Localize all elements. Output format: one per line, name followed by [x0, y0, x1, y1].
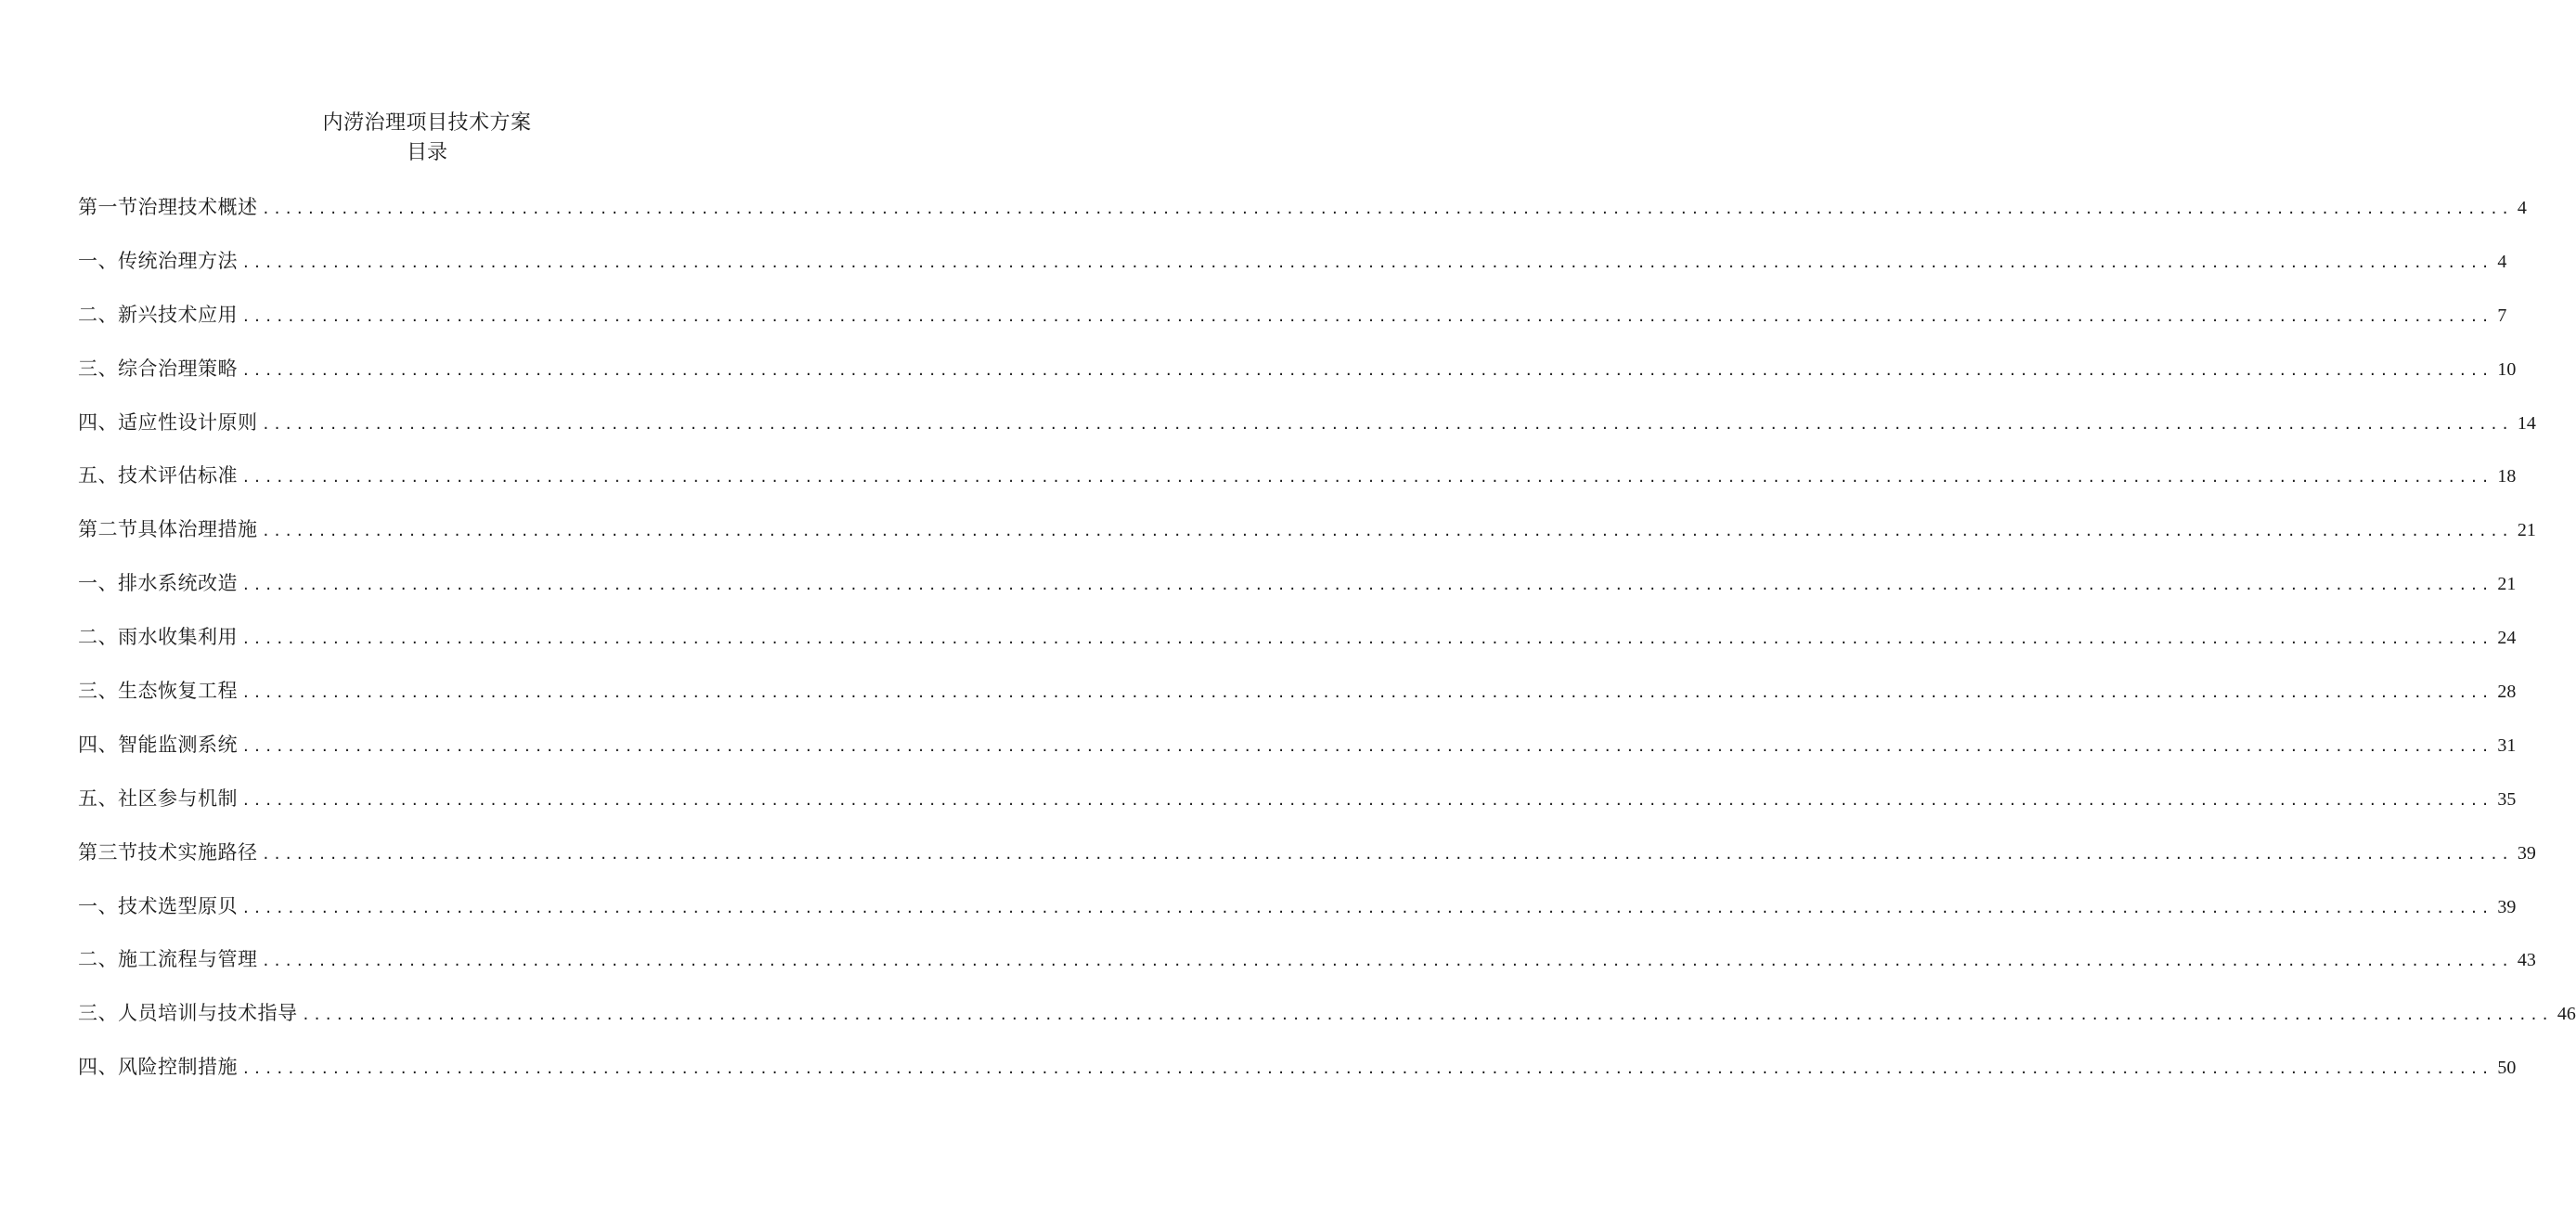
toc-entry[interactable]: [78, 513, 2536, 566]
toc-entry-label: 第一节治理技术概述: [78, 196, 258, 218]
toc-entry-page: 39: [2497, 896, 2517, 917]
toc-entry-label: 第三节技术实施路径: [78, 840, 258, 864]
toc-dot-leader: ........................................................................................................................................................................................................: [243, 359, 2494, 380]
toc-entry-page: 21: [2497, 574, 2517, 595]
toc-dot-leader: ........................................................................................................................................................................................................: [243, 682, 2494, 703]
toc-entry-page: 4: [2517, 198, 2527, 218]
toc-entry-label: 四、适应性设计原则: [78, 410, 258, 434]
toc-entry-label: 一、技术选型原贝: [78, 894, 238, 917]
toc-dot-leader: ........................................................................................................................................................................................................: [243, 1059, 2494, 1079]
toc-entry[interactable]: [78, 728, 2517, 782]
toc-entry-page: 4: [2497, 251, 2507, 272]
toc-entry-page: 18: [2497, 466, 2517, 487]
toc-dot-leader: ........................................................................................................................................................................................................: [303, 1005, 2554, 1025]
toc-dot-leader: ........................................................................................................................................................................................................: [263, 199, 2514, 218]
toc-dot-leader: ........................................................................................................................................................................................................: [243, 252, 2494, 272]
toc-entry-label: 四、风险控制措施: [78, 1056, 238, 1079]
toc-entry[interactable]: [78, 190, 2527, 244]
toc-entry-label: 五、社区参与机制: [78, 786, 238, 810]
toc-dot-leader: ........................................................................................................................................................................................................: [243, 305, 2494, 326]
toc-entry-label: 三、人员培训与技术指导: [78, 1002, 298, 1025]
toc-dot-leader: ........................................................................................................................................................................................................: [243, 897, 2494, 917]
toc-dot-leader: ........................................................................................................................................................................................................: [263, 843, 2514, 864]
toc-entry-page: 46: [2557, 1004, 2576, 1025]
toc-entry-page: 7: [2497, 305, 2507, 326]
toc-entry[interactable]: [78, 459, 2517, 513]
toc-entry-page: 39: [2517, 842, 2536, 864]
toc-entry-label: 一、排水系统改造: [78, 572, 238, 595]
toc-entry[interactable]: [78, 674, 2517, 728]
toc-dot-leader: ........................................................................................................................................................................................................: [243, 575, 2494, 595]
toc-entry-label: 二、施工流程与管理: [78, 948, 258, 971]
toc-entry-label: 三、综合治理策略: [78, 357, 238, 380]
toc-dot-leader: ........................................................................................................................................................................................................: [263, 951, 2514, 971]
toc-entry-label: 五、技术评估标准: [78, 464, 238, 487]
toc-entry[interactable]: [78, 942, 2536, 996]
toc-dot-leader: ........................................................................................................................................................................................................: [263, 413, 2514, 434]
toc-entry-page: 10: [2497, 358, 2517, 380]
toc-entry-page: 14: [2517, 412, 2536, 434]
toc-entry[interactable]: [78, 1050, 2517, 1104]
toc-entry-page: 24: [2497, 628, 2517, 649]
toc-dot-leader: ........................................................................................................................................................................................................: [243, 735, 2494, 756]
toc-entry[interactable]: [78, 566, 2517, 620]
toc-entry-page: 35: [2497, 788, 2517, 810]
toc-entry[interactable]: [78, 406, 2536, 460]
toc-entry-label: 二、新兴技术应用: [78, 303, 238, 326]
toc-heading: 目录: [406, 141, 447, 164]
toc-entry[interactable]: [78, 782, 2517, 836]
toc-entry-label: 一、传统治理方法: [78, 249, 238, 272]
toc-entry[interactable]: [78, 298, 2507, 352]
toc-dot-leader: ........................................................................................................................................................................................................: [263, 521, 2514, 541]
document-title: 内涝治理项目技术方案: [322, 111, 532, 135]
toc-dot-leader: ........................................................................................................................................................................................................: [243, 629, 2494, 649]
toc-entry[interactable]: [78, 620, 2517, 674]
toc-entry[interactable]: [78, 244, 2507, 298]
toc-entry-page: 28: [2497, 682, 2517, 703]
toc-dot-leader: ........................................................................................................................................................................................................: [243, 467, 2494, 487]
toc-entry[interactable]: [78, 836, 2536, 890]
toc-entry-label: 四、智能监测系统: [78, 733, 238, 756]
toc-dot-leader: ........................................................................................................................................................................................................: [243, 789, 2494, 810]
toc-entry[interactable]: [78, 890, 2517, 943]
toc-entry-page: 43: [2517, 950, 2536, 971]
toc-entry[interactable]: [78, 996, 2576, 1050]
toc-entry-label: 二、雨水收集利用: [78, 626, 238, 649]
toc-entry-page: 50: [2497, 1058, 2517, 1079]
table-of-contents: [78, 190, 2576, 1104]
toc-entry-page: 21: [2517, 520, 2536, 541]
toc-entry-page: 31: [2497, 734, 2517, 756]
toc-entry-label: 第二节具体治理措施: [78, 518, 258, 541]
toc-entry-label: 三、生态恢复工程: [78, 680, 238, 703]
toc-entry[interactable]: [78, 352, 2517, 406]
